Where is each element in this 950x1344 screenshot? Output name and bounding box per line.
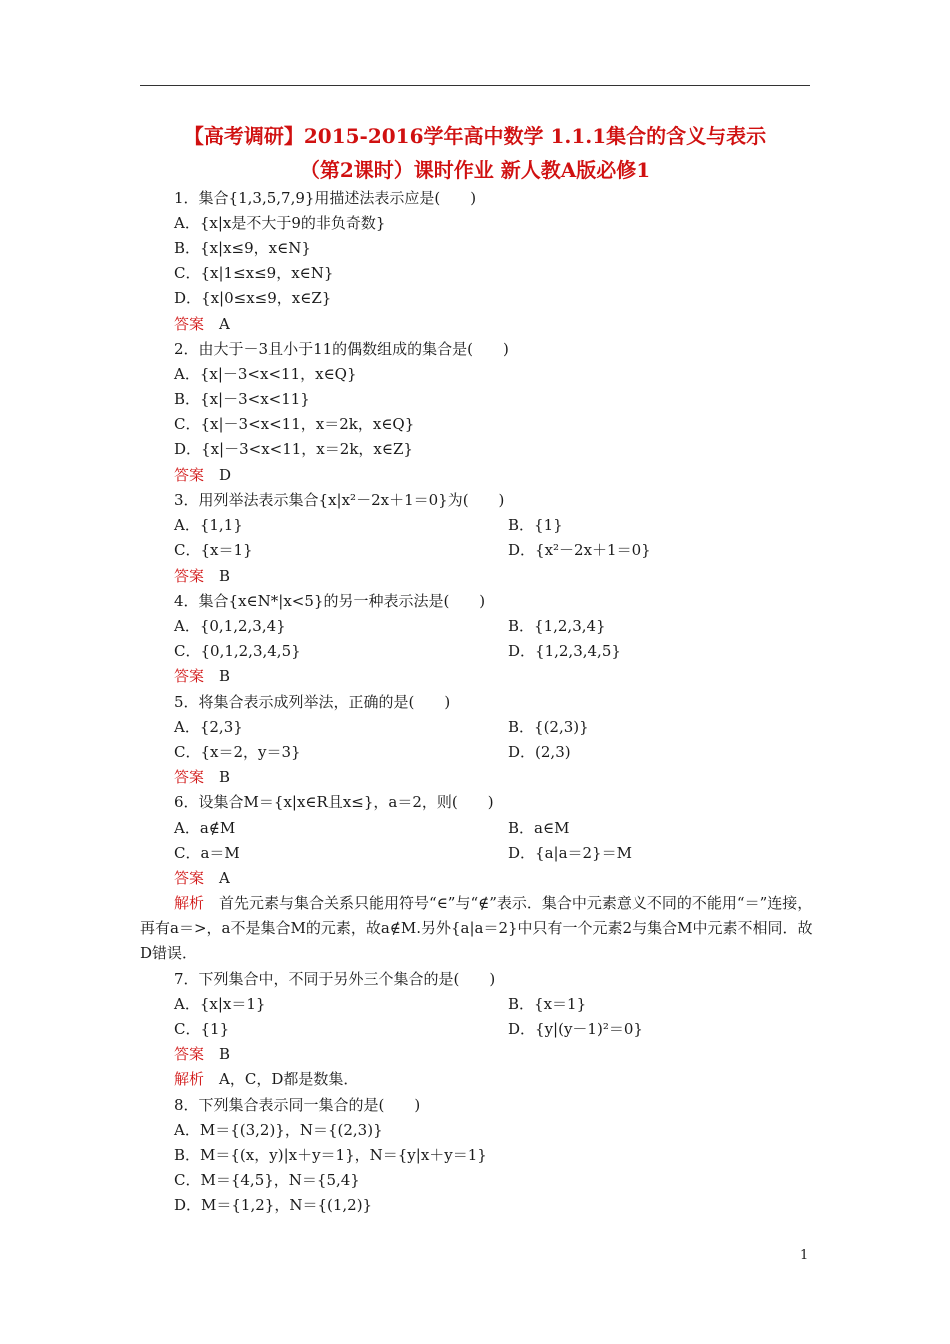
answer-row [174,666,230,686]
option: C．M＝{4,5}，N＝{5,4} [174,1171,360,1189]
question-stem: 3．用列举法表示集合{x|x²－2x＋1＝0}为( ) [174,491,505,509]
analysis-label: 解析 [174,894,205,912]
answer-value: B [219,567,231,585]
option: A．{x|x＝1} [174,995,266,1013]
answer-row [174,465,231,485]
question-stem: 4．集合{x∈N*|x<5}的另一种表示法是( ) [174,592,486,610]
option: D．M＝{1,2}，N＝{(1,2)} [174,1196,373,1214]
answer-row [174,868,230,888]
answer-row [174,767,230,787]
analysis-row [174,1069,358,1089]
question-stem: 6．设集合M＝{x|x∈R且x≤}，a＝2，则( ) [174,793,494,811]
option: B．{(2,3)} [508,718,589,736]
option: A．{1,1} [174,516,243,534]
answer-row [174,1044,230,1064]
option: A．M＝{(3,2)}，N＝{(2,3)} [174,1121,383,1139]
answer-row [174,314,230,334]
option: A．{x|－3<x<11，x∈Q} [174,365,357,383]
question-stem: 2．由大于－3且小于11的偶数组成的集合是( ) [174,340,509,358]
answer-label: 答案 [174,869,205,887]
question-stem: 8．下列集合表示同一集合的是( ) [174,1096,421,1114]
analysis-paragraph [140,891,815,966]
page-number: 1 [800,1248,809,1263]
answer-label: 答案 [174,466,205,484]
answer-label: 答案 [174,567,205,585]
option: A．{2,3} [174,718,243,736]
answer-value: A [219,869,230,887]
document-title-line-2: （第2课时）课时作业 新人教A版必修1 [299,158,651,182]
answer-value: D [219,466,232,484]
option: B．{1} [508,516,563,534]
option: B．a∈M [508,819,570,837]
question-stem: 5．将集合表示成列举法，正确的是( ) [174,693,451,711]
header-rule [140,85,810,86]
option: D．(2,3) [508,743,571,761]
option: C．{0,1,2,3,4,5} [174,642,301,660]
document-title-line-1: 【高考调研】2015-2016学年高中数学 1.1.1集合的含义与表示 [183,124,767,148]
option: C．{x|1≤x≤9，x∈N} [174,264,334,282]
analysis-text: 首先元素与集合关系只能用符号“∈”与“∉”表示．集合中元素意义不同的不能用“＝”连接，再有a＝>，a不是集合M的元素，故a∉M.另外{a|a＝2}中只有一个元素2与集合M中元素不相同．故D错误． [140,894,813,962]
question-stem: 7．下列集合中，不同于另外三个集合的是( ) [174,970,496,988]
option: B．{x|x≤9，x∈N} [174,239,311,257]
option: B．M＝{(x，y)|x＋y＝1}，N＝{y|x＋y＝1} [174,1146,487,1164]
answer-value: B [219,667,231,685]
option: C．{x＝2，y＝3} [174,743,301,761]
option: D．{y|(y－1)²＝0} [508,1020,643,1038]
option: B．{1,2,3,4} [508,617,606,635]
answer-row [174,566,230,586]
option: A．{x|x是不大于9的非负奇数} [174,214,386,232]
option: D．{a|a＝2}＝M [508,844,632,862]
option: D．{x|－3<x<11，x＝2k，x∈Z} [174,440,413,458]
option: D．{x|0≤x≤9，x∈Z} [174,289,332,307]
option: A．{0,1,2,3,4} [174,617,286,635]
option: D．{1,2,3,4,5} [508,642,621,660]
answer-value: B [219,768,231,786]
option: C．{x|－3<x<11，x＝2k，x∈Q} [174,415,415,433]
answer-value: A [219,315,230,333]
analysis-label: 解析 [174,1070,205,1088]
option: C．a＝M [174,844,240,862]
answer-label: 答案 [174,315,205,333]
answer-label: 答案 [174,768,205,786]
answer-label: 答案 [174,1045,205,1063]
answer-value: B [219,1045,231,1063]
option: C．{x＝1} [174,541,253,559]
question-stem: 1．集合{1,3,5,7,9}用描述法表示应是( ) [174,189,477,207]
option: B．{x＝1} [508,995,587,1013]
option: A．a∉M [174,819,236,837]
option: D．{x²－2x＋1＝0} [508,541,651,559]
analysis-text: A，C，D都是数集． [219,1070,359,1088]
option: B．{x|－3<x<11} [174,390,310,408]
option: C．{1} [174,1020,230,1038]
answer-label: 答案 [174,667,205,685]
